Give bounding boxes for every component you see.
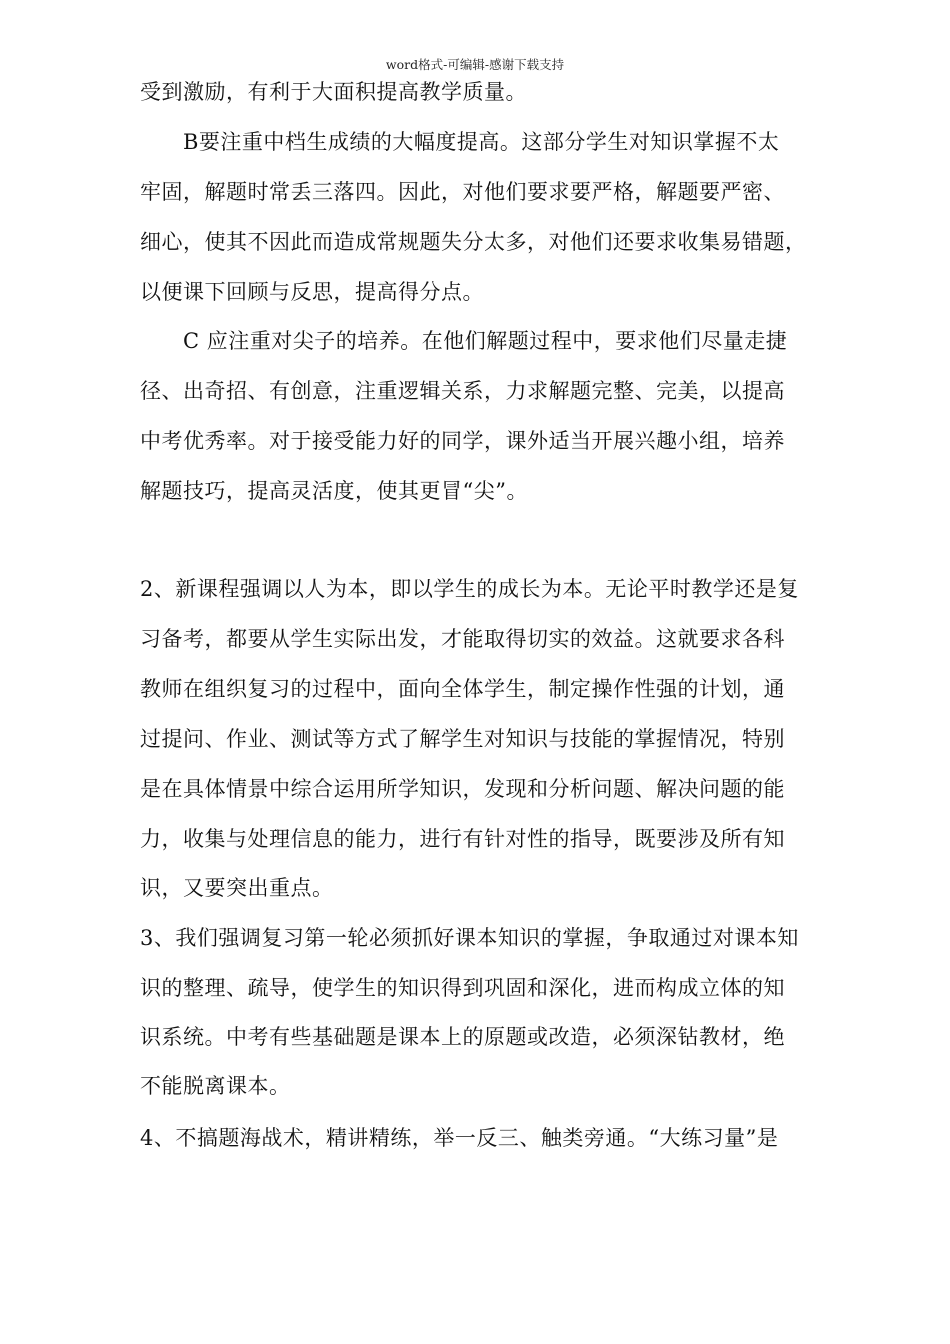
text-line: B要注重中档生成绩的大幅度提高。这部分学生对知识掌握不太 [140, 130, 780, 154]
text-line: 中考优秀率。对于接受能力好的同学，课外适当开展兴趣小组，培养 [140, 429, 785, 453]
page-header: word格式-可编辑-感谢下载支持 [385, 57, 565, 72]
text-line: 过提问、作业、测试等方式了解学生对知识与技能的掌握情况，特别 [140, 727, 785, 751]
text-line: 3、我们强调复习第一轮必须抓好课本知识的掌握，争取通过对课本知 [140, 926, 799, 950]
text-line: 4、不搞题海战术，精讲精练，举一反三、触类旁通。“大练习量”是 [140, 1126, 779, 1150]
text-line: 识，又要突出重点。 [140, 876, 334, 900]
text-line: C 应注重对尖子的培养。在他们解题过程中，要求他们尽量走捷 [140, 329, 788, 353]
text-line: 2、新课程强调以人为本，即以学生的成长为本。无论平时教学还是复 [140, 577, 799, 601]
text-line: 是在具体情景中综合运用所学知识，发现和分析问题、解决问题的能 [140, 777, 785, 801]
text-line: 受到激励，有利于大面积提高教学质量。 [140, 80, 527, 104]
text-line: 习备考，都要从学生实际出发，才能取得切实的效益。这就要求各科 [140, 627, 785, 651]
text-line: 以便课下回顾与反思，提高得分点。 [140, 280, 484, 304]
text-line: 解题技巧，提高灵活度，使其更冒“尖”。 [140, 479, 528, 503]
text-line: 力，收集与处理信息的能力，进行有针对性的指导，既要涉及所有知 [140, 827, 785, 851]
text-line: 识的整理、疏导，使学生的知识得到巩固和深化，进而构成立体的知 [140, 976, 785, 1000]
text-line: 不能脱离课本。 [140, 1074, 291, 1098]
text-line: 教师在组织复习的过程中，面向全体学生，制定操作性强的计划，通 [140, 677, 785, 701]
text-line: 细心，使其不因此而造成常规题失分太多，对他们还要求收集易错题， [140, 230, 807, 254]
text-line: 识系统。中考有些基础题是课本上的原题或改造，必须深钻教材，绝 [140, 1025, 785, 1049]
text-line: 牢固，解题时常丢三落四。因此，对他们要求要严格，解题要严密、 [140, 180, 785, 204]
text-line: 径、出奇招、有创意，注重逻辑关系，力求解题完整、完美，以提高 [140, 379, 785, 403]
